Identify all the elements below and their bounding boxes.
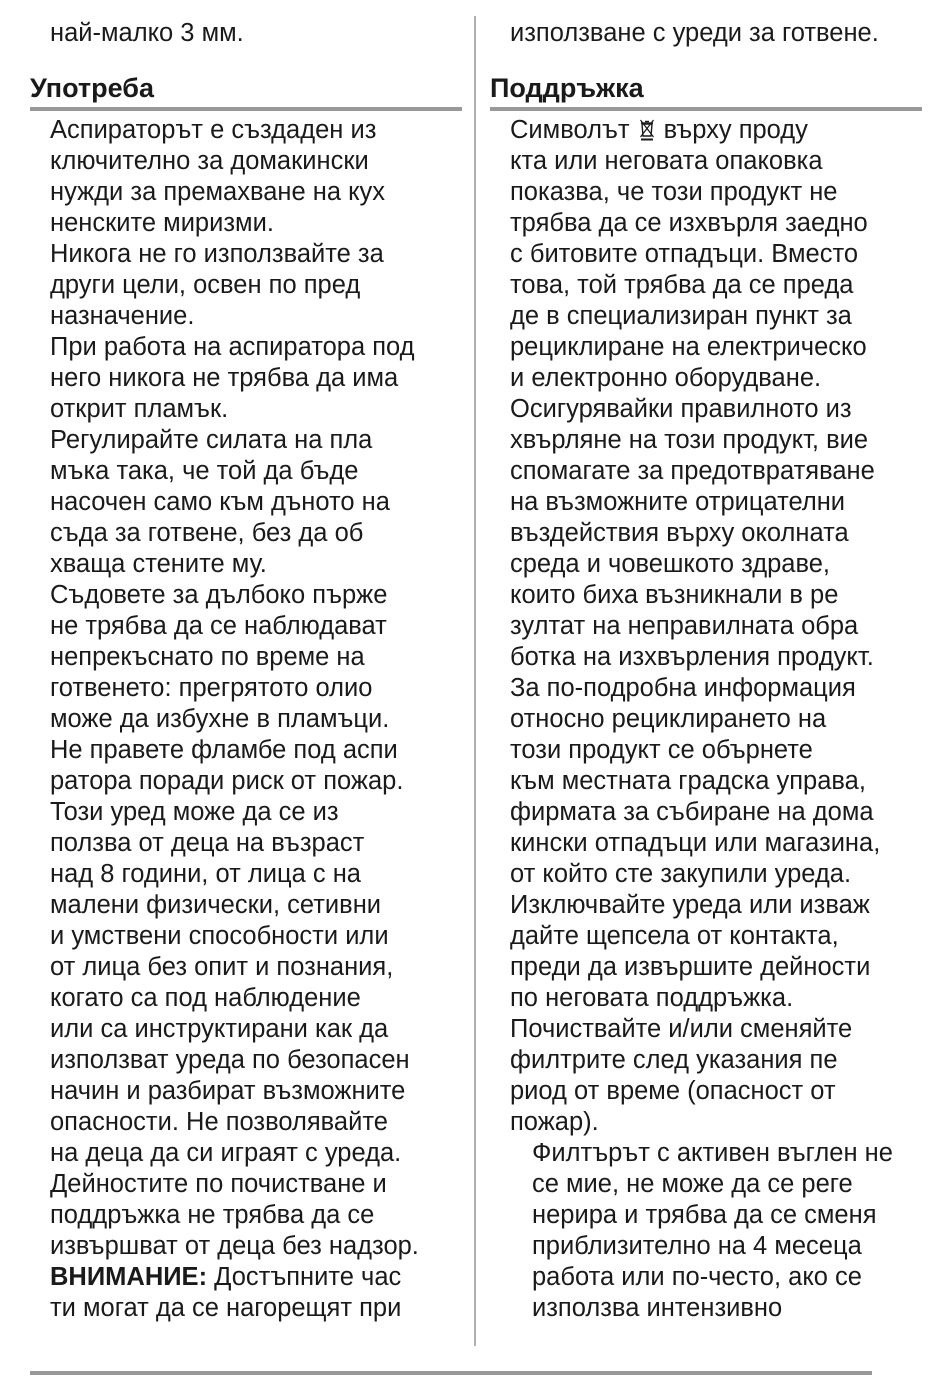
body-line: въздействия върху околната — [510, 519, 849, 547]
body-line: мъка така, че той да бъде — [50, 457, 359, 485]
symbol-line — [490, 115, 922, 146]
body-line: се мие, не може да се реге — [532, 1170, 853, 1198]
body-line: когато са под наблюдение — [50, 984, 361, 1012]
body-line: опасности. Не позволявайте — [50, 1108, 388, 1136]
body-line: При работа на аспиратора под — [50, 333, 415, 361]
body-line: Дейностите по почистване и — [50, 1170, 387, 1198]
body-line: Не правете фламбе под аспи — [50, 736, 398, 764]
body-line: ботка на изхвърления продукт. — [510, 643, 874, 671]
body-line: и електронно оборудване. — [510, 364, 822, 392]
body-line: назначение. — [50, 302, 195, 330]
body-line: открит пламък. — [50, 395, 229, 423]
continued-text-line: най-малко 3 мм. — [50, 19, 244, 47]
body-line: използва интензивно — [532, 1294, 783, 1322]
body-line: нужди за премахване на кух — [50, 178, 386, 206]
body-line: Съдовете за дълбоко пърже — [50, 581, 388, 609]
body-line: други цели, освен по пред — [50, 271, 361, 299]
body-line: трябва да се изхвърля заедно — [510, 209, 868, 237]
body-line: фирмата за събиране на дома — [510, 798, 874, 826]
body-line: относно рециклирането на — [510, 705, 827, 733]
body-line: насочен само към дъното на — [50, 488, 390, 516]
body-line: този продукт се обърнете — [510, 736, 813, 764]
body-line: нерира и трябва да се сменя — [532, 1201, 877, 1229]
heading-rule — [490, 107, 922, 111]
body-line: непрекъснато по време на — [50, 643, 365, 671]
left-column — [30, 18, 462, 1324]
body-line: или са инструктирани как да — [50, 1015, 389, 1043]
symbol-text-before: Символът — [510, 116, 630, 144]
body-line: на възможните отрицателни — [510, 488, 846, 516]
body-line: спомагате за предотвратяване — [510, 457, 875, 485]
body-line: над 8 години, от лица с на — [50, 860, 361, 888]
body-line: по неговата поддръжка. — [510, 984, 794, 1012]
body-line: от който сте закупили уреда. — [510, 860, 852, 888]
body-line: Никога не го използвайте за — [50, 240, 384, 268]
body-line: Осигурявайки правилното из — [510, 395, 852, 423]
body-line: кински отпадъци или магазина, — [510, 829, 881, 857]
body-line: ползва от деца на възраст — [50, 829, 365, 857]
usage-heading: Употреба — [30, 73, 154, 103]
body-line: съда за готвене, без да об — [50, 519, 364, 547]
body-line: малени физически, сетивни — [50, 891, 382, 919]
body-line: работа или по-често, ако се — [532, 1263, 862, 1291]
body-line: Почиствайте и/или сменяйте — [510, 1015, 853, 1043]
body-line: Аспираторът е създаден из — [50, 116, 377, 144]
body-line: ключително за домакински — [50, 147, 369, 175]
body-line: де в специализиран пункт за — [510, 302, 852, 330]
body-line: може да избухне в пламъци. — [50, 705, 390, 733]
maintenance-heading: Поддръжка — [490, 73, 644, 103]
body-line: с битовите отпадъци. Вместо — [510, 240, 859, 268]
right-column — [490, 18, 922, 1324]
body-line: ненските миризми. — [50, 209, 274, 237]
warning-line — [30, 1262, 462, 1293]
body-line: използват уреда по безопасен — [50, 1046, 410, 1074]
body-line: приблизително на 4 месеца — [532, 1232, 862, 1260]
footer-rule — [30, 1371, 872, 1375]
continued-text-line: използване с уреди за готвене. — [510, 19, 879, 47]
body-line: зултат на неправилната обра — [510, 612, 859, 640]
warning-label: ВНИМАНИЕ: — [50, 1263, 208, 1291]
body-line: Този уред може да се из — [50, 798, 339, 826]
body-line: преди да извършите дейности — [510, 953, 871, 981]
body-line: към местната градска управа, — [510, 767, 866, 795]
body-line: рециклиране на електрическо — [510, 333, 867, 361]
heading-rule — [30, 107, 462, 111]
body-line: кта или неговата опаковка — [510, 147, 823, 175]
body-line: риод от време (опасност от — [510, 1077, 836, 1105]
body-line: За по-подробна информация — [510, 674, 856, 702]
body-line: от лица без опит и познания, — [50, 953, 394, 981]
body-line: показва, че този продукт не — [510, 178, 838, 206]
body-line: Регулирайте силата на пла — [50, 426, 373, 454]
body-line: хвърляне на този продукт, вие — [510, 426, 869, 454]
body-line: ти могат да се нагорещят при — [50, 1294, 402, 1322]
body-line: него никога не трябва да има — [50, 364, 399, 392]
crossed-out-wheelie-bin-icon — [640, 118, 654, 146]
body-line: не трябва да се наблюдават — [50, 612, 387, 640]
body-line: начин и разбират възможните — [50, 1077, 406, 1105]
body-line: извършват от деца без надзор. — [50, 1232, 419, 1260]
body-line: това, той трябва да се преда — [510, 271, 854, 299]
body-line: дайте щепсела от контакта, — [510, 922, 839, 950]
body-line: готвенето: прегрятото олио — [50, 674, 373, 702]
body-line: хваща стените му. — [50, 550, 267, 578]
warning-text: Достъпните час — [207, 1263, 402, 1291]
body-line: среда и човешкото здраве, — [510, 550, 831, 578]
body-line: и умствени способности или — [50, 922, 389, 950]
usage-body — [30, 115, 462, 1262]
body-line: които биха възникнали в ре — [510, 581, 839, 609]
column-divider — [474, 16, 476, 1346]
body-line: Изключвайте уреда или изваж — [510, 891, 870, 919]
body-line: на деца да си играят с уреда. — [50, 1139, 402, 1167]
body-line: пожар). — [510, 1108, 599, 1136]
body-line: Филтърът с активен въглен не — [532, 1139, 893, 1167]
body-line: ратора поради риск от пожар. — [50, 767, 404, 795]
filter-note — [490, 1138, 922, 1324]
symbol-text-after: върху проду — [663, 116, 808, 144]
maintenance-body — [490, 146, 922, 1138]
body-line: филтрите след указания пе — [510, 1046, 838, 1074]
body-line: поддръжка не трябва да се — [50, 1201, 375, 1229]
